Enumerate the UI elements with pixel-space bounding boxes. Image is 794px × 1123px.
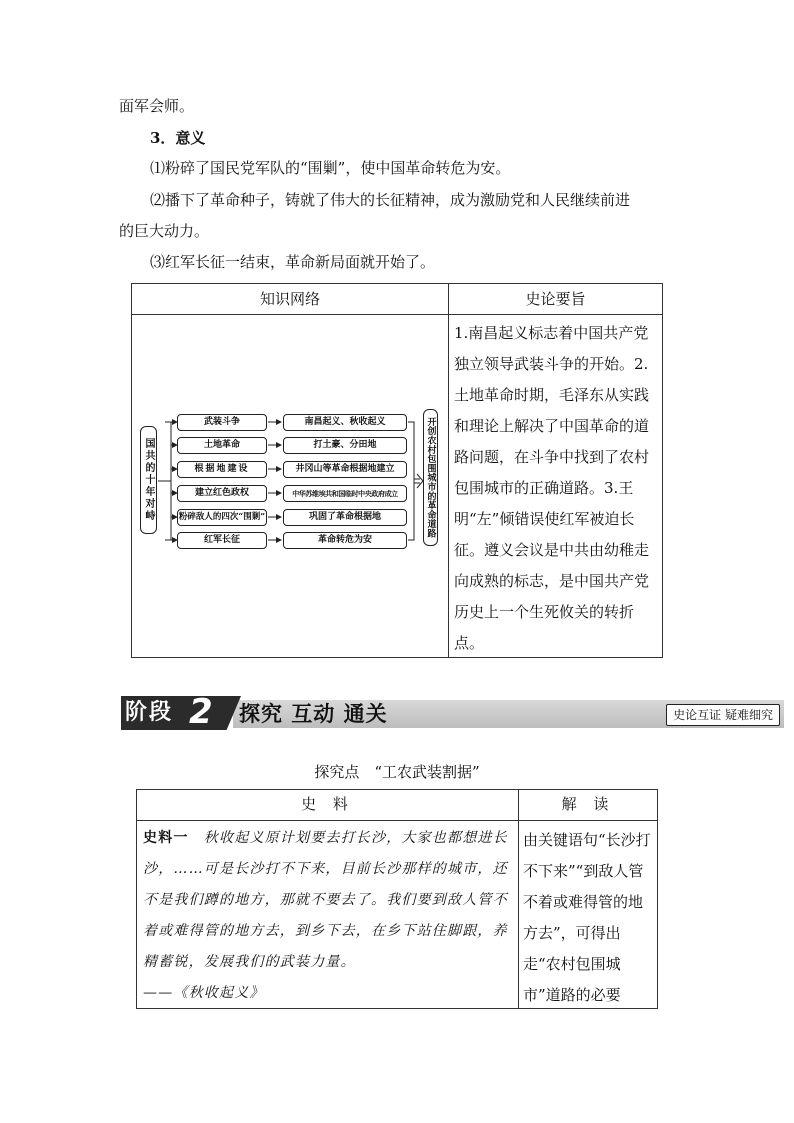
key-points-header: 史论要旨	[525, 290, 586, 308]
significance-item-2: ⑵播下了革命种子，铸就了伟大的长征精神，成为激励党和人民继续前进	[150, 191, 631, 209]
source-body: 秋收起义原计划要去打长沙，大家也都想进长沙，……可是长沙打不下来，目前长沙那样的城市，还不是我们蹲的地方，那就不要去了。我们要到敌人管不着或难得管的地方去，到乡下去，在乡下站住脚跟，养精蓄锐，发展我们的武装力量。	[143, 830, 508, 970]
source-table	[136, 789, 658, 1009]
knowledge-network-header: 知识网络	[259, 290, 320, 308]
inquiry-title: 探究点 “工农武装割据”	[314, 763, 480, 781]
diagram-result-4: 中华苏维埃共和国临时中央政府成立	[283, 485, 407, 502]
diagram-result-2: 打土豪、分田地	[283, 437, 407, 454]
diagram-left-box: 国共的十年对峙	[140, 426, 157, 534]
diagram-topic-5: 粉碎敌人的四次“围剿”	[177, 509, 267, 526]
diagram-result-1: 南昌起义、秋收起义	[283, 414, 407, 431]
diagram-topic-4: 建立红色政权	[177, 485, 267, 502]
stage-banner	[121, 692, 784, 732]
diagram-topic-3: 根据地建设	[177, 461, 267, 478]
diagram-result-3: 井冈山等革命根据地建立	[283, 461, 407, 478]
stage-tag: 史论互证 疑难细究	[666, 704, 780, 726]
significance-item-1: ⑴粉碎了国民党军队的“围剿”，使中国革命转危为安。	[150, 159, 511, 177]
diagram-right-box: 开创农村包围城市的革命道路	[423, 409, 438, 546]
reading-text: 由关键语句“长沙打不下来”“到敌人管不着或难得管的地方去”，可得出走“农村包围城市”道路的必要	[523, 831, 651, 1004]
intro-line: 面军会师。	[119, 97, 195, 115]
source-header: 史 料	[301, 795, 354, 813]
diagram-result-5: 巩固了革命根据地	[283, 509, 407, 526]
diagram-topic-2: 土地革命	[177, 437, 267, 454]
diagram-result-6: 革命转危为安	[283, 532, 407, 549]
stage-label: 阶段	[125, 700, 174, 725]
source-lead: 史料一	[143, 830, 189, 846]
section-heading: 3．意义	[150, 129, 206, 147]
source-text	[143, 823, 515, 1009]
source-citation: ——《秋收起义》	[143, 985, 265, 1001]
stage-number: 2	[189, 692, 213, 732]
key-points-text: 1.南昌起义标志着中国共产党独立领导武装斗争的开始。2.土地革命时期，毛泽东从实践和理论上解决了中国革命的道路问题，在斗争中找到了农村包围城市的正确道路。3.王明“左”倾错误使红军被迫长征。遵义会议是中共由幼稚走向成熟的标志，是中国共产党历史上一个生死攸关的转折点。	[454, 324, 650, 652]
reading-header: 解 读	[561, 795, 615, 813]
diagram-topic-6: 红军长征	[177, 532, 267, 549]
stage-title: 探究 互动 通关	[239, 701, 388, 726]
significance-item-3: ⑶红军长征一结束，革命新局面就开始了。	[150, 253, 436, 271]
significance-item-2-cont: 的巨大动力。	[119, 222, 210, 240]
diagram-topic-1: 武装斗争	[177, 414, 267, 431]
